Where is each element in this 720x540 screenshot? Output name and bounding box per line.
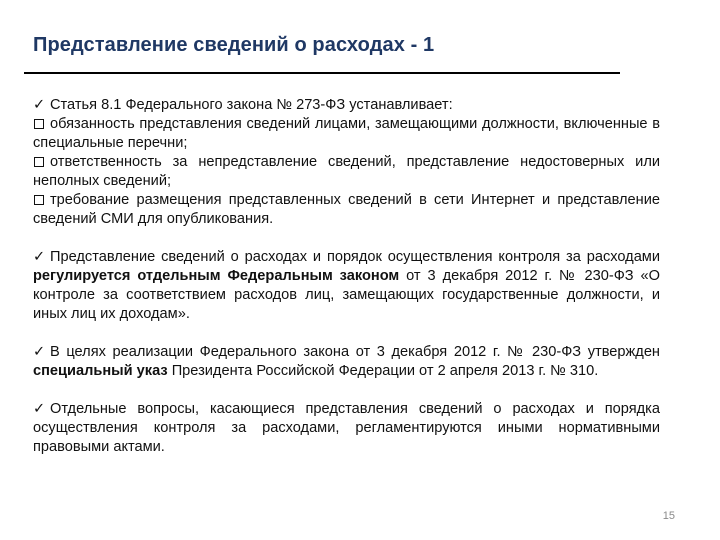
title-divider [24,72,620,74]
block3-emphasis: специальный указ [33,363,168,379]
slide-content [33,96,660,457]
slide-title: Представление сведений о расходах - 1 [33,34,435,56]
check-icon: ✓ [33,344,46,360]
block4-paragraph: ✓ Отдельные вопросы, касающиеся представления сведений о расходах и порядка осуществления контроля за расходами, регламентируются иными нормативными правовыми актами. [33,401,660,455]
block3-paragraph: ✓ В целях реализации Федерального закона от 3 декабря 2012 г. № 230-ФЗ утвержден специальный указ Президента Российской Федерации от 2 апреля 2013 г. № 310. [33,344,660,379]
block2-emphasis: регулируется отдельным Федеральным законом [33,268,400,284]
check-icon: ✓ [33,401,46,417]
block1-item-1: обязанность представления сведений лицами, замещающими должности, включенные в специальные перечни; [33,116,660,151]
square-bullet-icon [34,119,44,129]
square-bullet-icon [34,157,44,167]
block2-paragraph: ✓ Представление сведений о расходах и порядок осуществления контроля за расходами регулируется отдельным Федеральным законом от 3 декабря 2012 г. № 230-ФЗ «О контроле за соответствием расходов лиц, замещающих государственные должности, и иных лиц их доходам». [33,249,660,322]
check-icon: ✓ [33,97,46,113]
check-icon: ✓ [33,249,46,265]
page-number: 15 [662,510,675,522]
block1-intro: ✓ Статья 8.1 Федерального закона № 273-ФЗ устанавливает: [33,97,453,113]
block1-item-3: требование размещения представленных сведений в сети Интернет и представление сведений СМИ для опубликования. [33,192,660,227]
square-bullet-icon [34,195,44,205]
block1-item-2: ответственность за непредставление сведений, представление недостоверных или неполных сведений; [33,154,660,189]
